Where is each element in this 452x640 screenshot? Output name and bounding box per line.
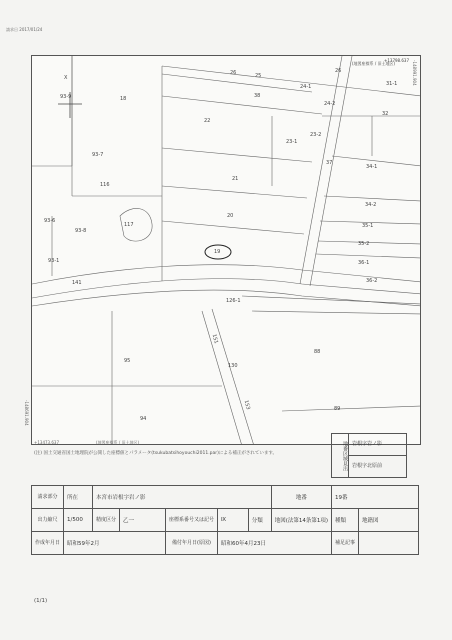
- cadastral-map: [31, 55, 421, 445]
- notes-value: [359, 532, 419, 555]
- district-heading-value-2: 岩根字北原前: [352, 463, 383, 469]
- location-label: 所在: [64, 486, 93, 509]
- lot-label: 地番: [271, 486, 331, 509]
- parcel-label: 31-1: [386, 81, 398, 87]
- parcel-label: 23-2: [310, 132, 322, 138]
- parcel-label: 20: [227, 213, 234, 219]
- parcel-label: 93-8: [75, 228, 87, 234]
- left-edge-label: -148691.904: [24, 400, 29, 426]
- right-edge-label: -148991.904: [412, 60, 417, 86]
- coord-system-label: 座標系番号又は記号: [165, 509, 217, 532]
- parcel-label: 36-2: [366, 278, 378, 284]
- parcel-label: 23-1: [286, 139, 298, 145]
- classification-label: 分類: [248, 509, 271, 532]
- parcel-label: 153: [242, 399, 251, 411]
- parcel-label: 35-1: [362, 223, 374, 229]
- parcel-label: 34-2: [365, 202, 377, 208]
- scale-value: 1/500: [64, 509, 93, 532]
- parcel-label: 38: [254, 93, 261, 99]
- parcel-label: 89: [334, 406, 341, 412]
- parcel-label: 22: [204, 118, 211, 124]
- filed-value: 昭和60年4月23日: [217, 532, 331, 555]
- page-indicator: (1/1): [34, 598, 48, 604]
- parcel-label: 95: [124, 358, 131, 364]
- accuracy-value: 乙一: [120, 509, 166, 532]
- parcel-label: 21: [232, 176, 239, 182]
- footnote: (注) 国土交通省国土地理院が公開した座標値とパラメータ(tsukubatsihoyouchi2011.par)による補正がされています。: [34, 451, 278, 456]
- parcel-label: 36-1: [358, 260, 370, 266]
- parcel-label: 130: [228, 363, 238, 369]
- parcel-label: 35-2: [358, 241, 370, 247]
- accuracy-label: 精度区分: [93, 509, 120, 532]
- classification-value: 地図(法第14条第1項): [271, 509, 331, 532]
- highlighted-parcel: 19: [214, 249, 221, 255]
- district-heading-value-1: 岩根字岩ノ影: [352, 441, 383, 447]
- parcel-label: 93-6: [44, 218, 56, 224]
- request-label: 請求部分: [32, 486, 64, 509]
- north-mark: X: [64, 75, 68, 81]
- notes-label: 補足記事: [332, 532, 359, 555]
- parcel-label: 126-1: [226, 298, 241, 304]
- parcel-label: 88: [314, 349, 321, 355]
- created-label: 作成年月日: [32, 532, 64, 555]
- location-value: 本宮市岩根字岩ノ影: [93, 486, 272, 509]
- district-heading-box: [331, 433, 407, 478]
- parcel-label: 24-1: [300, 84, 312, 90]
- parcel-label: 93-1: [48, 258, 60, 264]
- parcel-label: 94: [140, 416, 147, 422]
- map-lines: [32, 56, 421, 445]
- parcel-label: 116: [100, 182, 110, 188]
- parcel-label: 141: [72, 280, 82, 286]
- parcel-label: 18: [120, 96, 127, 102]
- parcel-label: 26: [230, 70, 237, 76]
- request-date-stamp: 請求日 2017/01/24: [6, 27, 43, 32]
- parcel-label: 25: [255, 73, 262, 79]
- parcel-label: 93-7: [92, 152, 104, 158]
- type-value: 地籍図: [359, 509, 419, 532]
- parcel-label: 34-1: [366, 164, 378, 170]
- parcel-label: 37: [326, 160, 333, 166]
- scale-label: 出力縮尺: [32, 509, 64, 532]
- filed-label: 備付年月日(原図): [165, 532, 217, 555]
- top-right-note: (地図座標系 / 旧土地区): [352, 61, 396, 66]
- bottom-coord: +13473.637: [34, 440, 59, 445]
- parcel-label: 24-2: [324, 101, 336, 107]
- parcel-label: 117: [124, 222, 134, 228]
- coord-system-value: Ⅸ: [217, 509, 248, 532]
- bottom-note: (地図座標系 / 旧土地区): [96, 440, 140, 445]
- parcel-label: 151: [210, 333, 219, 345]
- district-heading-label: 地番区域見出: [332, 434, 349, 477]
- created-value: 昭和59年2月: [64, 532, 166, 555]
- certificate-info-table: [31, 485, 419, 555]
- parcel-label: 32: [382, 111, 389, 117]
- top-right-coord: +13798.637: [384, 58, 409, 63]
- parcel-label: 93-9: [60, 94, 72, 100]
- parcel-label: 26: [335, 68, 342, 74]
- lot-value: 19番: [332, 486, 419, 509]
- type-label: 種類: [332, 509, 359, 532]
